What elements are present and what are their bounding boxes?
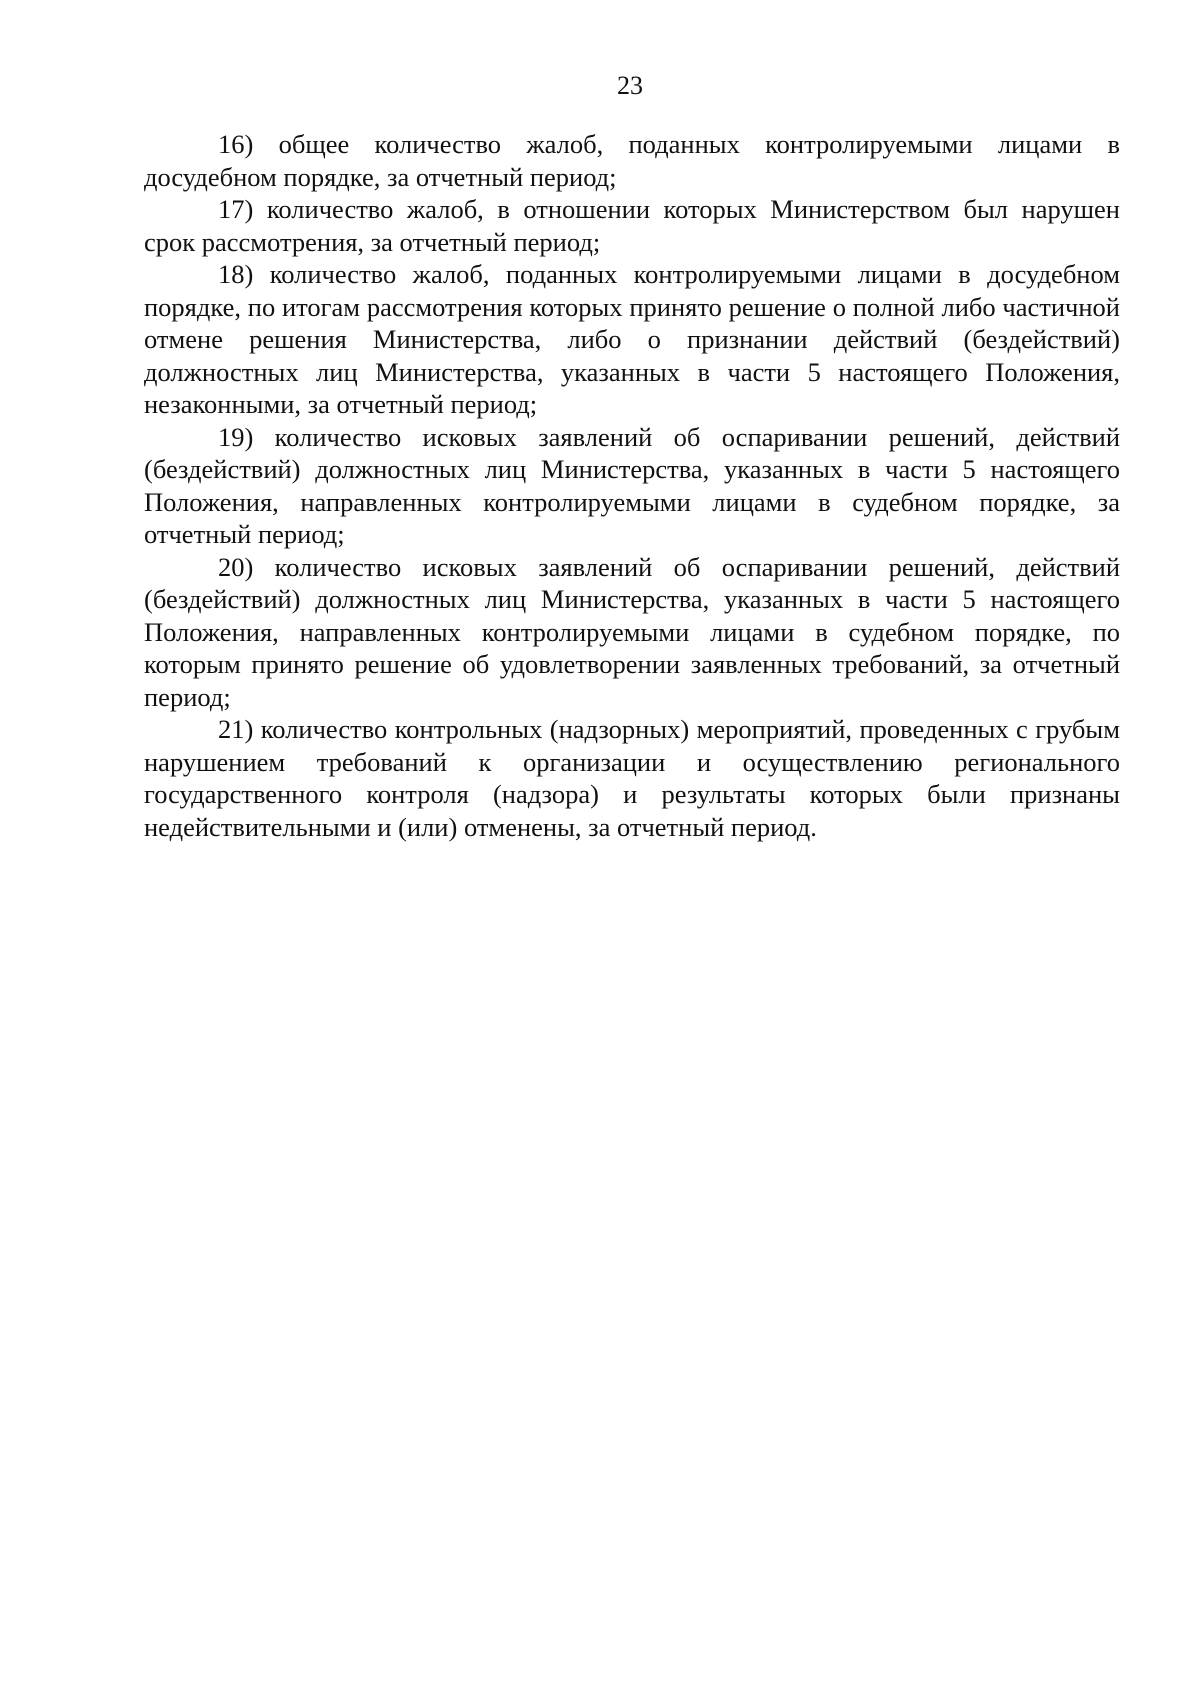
document-body — [144, 128, 1120, 843]
list-item-16: 16) общее количество жалоб, поданных контролируемыми лицами в досудебном порядке, за отчетный период; — [144, 129, 1120, 192]
list-item-17: 17) количество жалоб, в отношении которых Министерством был нарушен срок рассмотрения, за отчетный период; — [144, 194, 1120, 257]
list-item-18: 18) количество жалоб, поданных контролируемыми лицами в досудебном порядке, по итогам рассмотрения которых принято решение о полной либо частичной отмене решения Министерства, либо о признании действий (бездействий) должностных лиц Министерства, указанных в части 5 настоящего Положения, незаконными, за отчетный период; — [144, 259, 1120, 419]
page-number: 23 — [617, 71, 643, 100]
list-item-19: 19) количество исковых заявлений об оспаривании решений, действий (бездействий) должностных лиц Министерства, указанных в части 5 настоящего Положения, направленных контролируемыми лицами в судебном порядке, за отчетный период; — [144, 421, 1120, 549]
list-item-21: 21) количество контрольных (надзорных) мероприятий, проведенных с грубым нарушением требований к организации и осуществлению регионального государственного контроля (надзора) и результаты которых были признаны недействительными и (или) отменены, за отчетный период. — [144, 714, 1120, 842]
list-item-20: 20) количество исковых заявлений об оспаривании решений, действий (бездействий) должностных лиц Министерства, указанных в части 5 настоящего Положения, направленных контролируемыми лицами в судебном порядке, по которым принято решение об удовлетворении заявленных требований, за отчетный период; — [144, 551, 1120, 712]
